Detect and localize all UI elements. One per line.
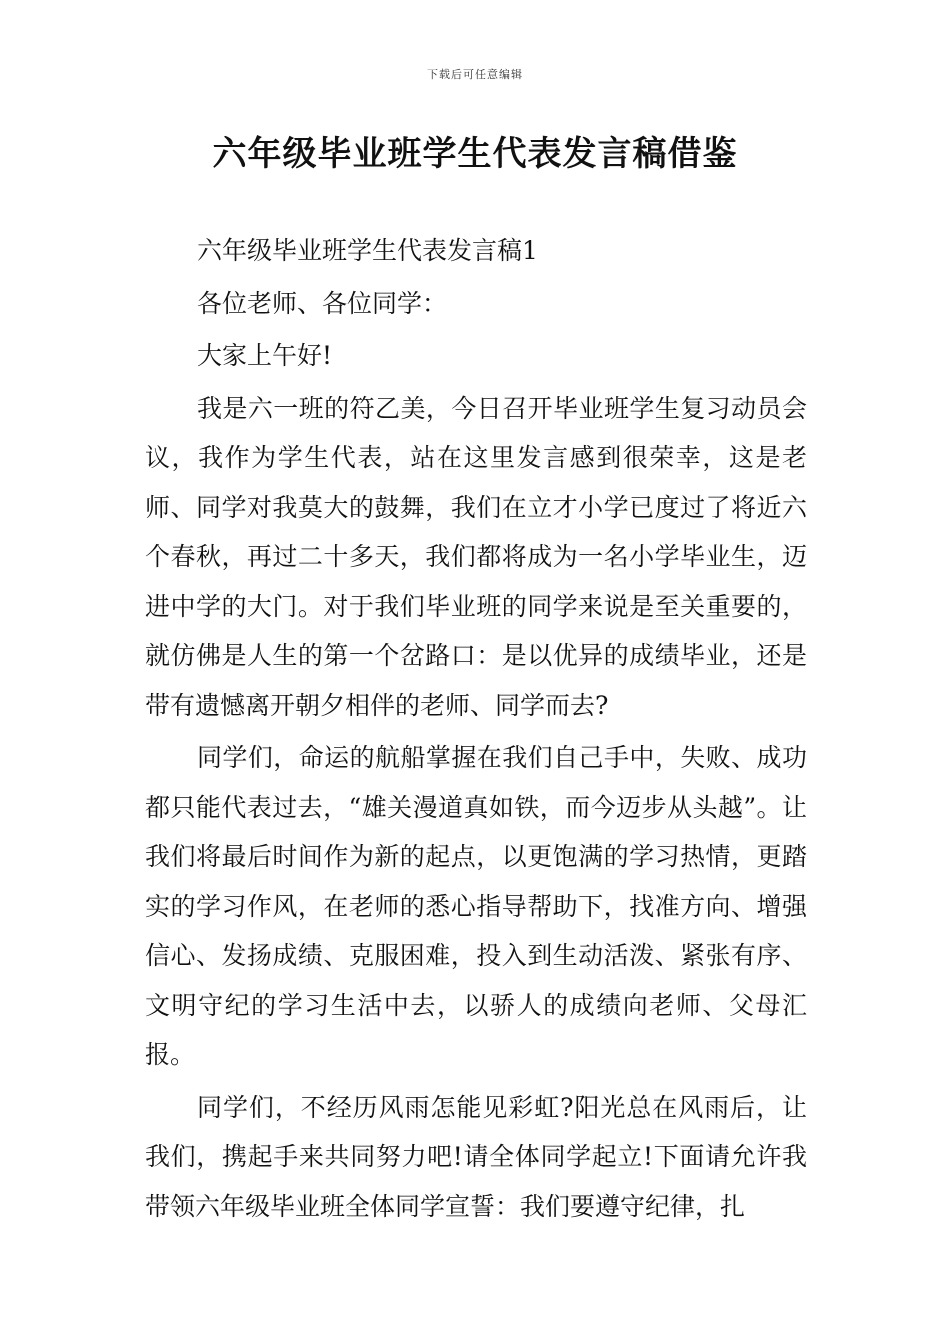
body-paragraph: 同学们，不经历风雨怎能见彩虹?阳光总在风雨后，让我们，携起手来共同努力吧!请全体同学起立!下面请允许我带领六年级毕业班全体同学宣誓：我们要遵守纪律，扎	[145, 1092, 807, 1221]
greeting-paragraph: 大家上午好!	[197, 341, 333, 370]
document-title: 六年级毕业班学生代表发言稿借鉴	[212, 134, 738, 174]
document-body	[145, 226, 807, 1234]
body-paragraph: 我是六一班的符乙美，今日召开毕业班学生复习动员会议，我作为学生代表，站在这里发言感到很荣幸，这是老师、同学对我莫大的鼓舞，我们在立才小学已度过了将近六个春秋，再过二十多天，我们都将成为一名小学毕业生，迈进中学的大门。对于我们毕业班的同学来说是至关重要的，就仿佛是人生的第一个岔路口：是以优异的成绩毕业，还是带有遗憾离开朝夕相伴的老师、同学而去?	[145, 393, 807, 720]
salutation-paragraph: 各位老师、各位同学：	[197, 288, 448, 318]
header-note: 下载后可任意编辑	[427, 68, 523, 81]
body-paragraph: 同学们，命运的航船掌握在我们自己手中，失败、成功都只能代表过去，“雄关漫道真如铁，而今迈步从头越”。让我们将最后时间作为新的起点，以更饱满的学习热情，更踏实的学习作风，在老师的悉心指导帮助下，找准方向、增强信心、发扬成绩、克服困难，投入到生动活泼、紧张有序、文明守纪的学习生活中去，以骄人的成绩向老师、父母汇报。	[145, 743, 807, 1069]
subtitle-paragraph: 六年级毕业班学生代表发言稿1	[197, 236, 538, 265]
